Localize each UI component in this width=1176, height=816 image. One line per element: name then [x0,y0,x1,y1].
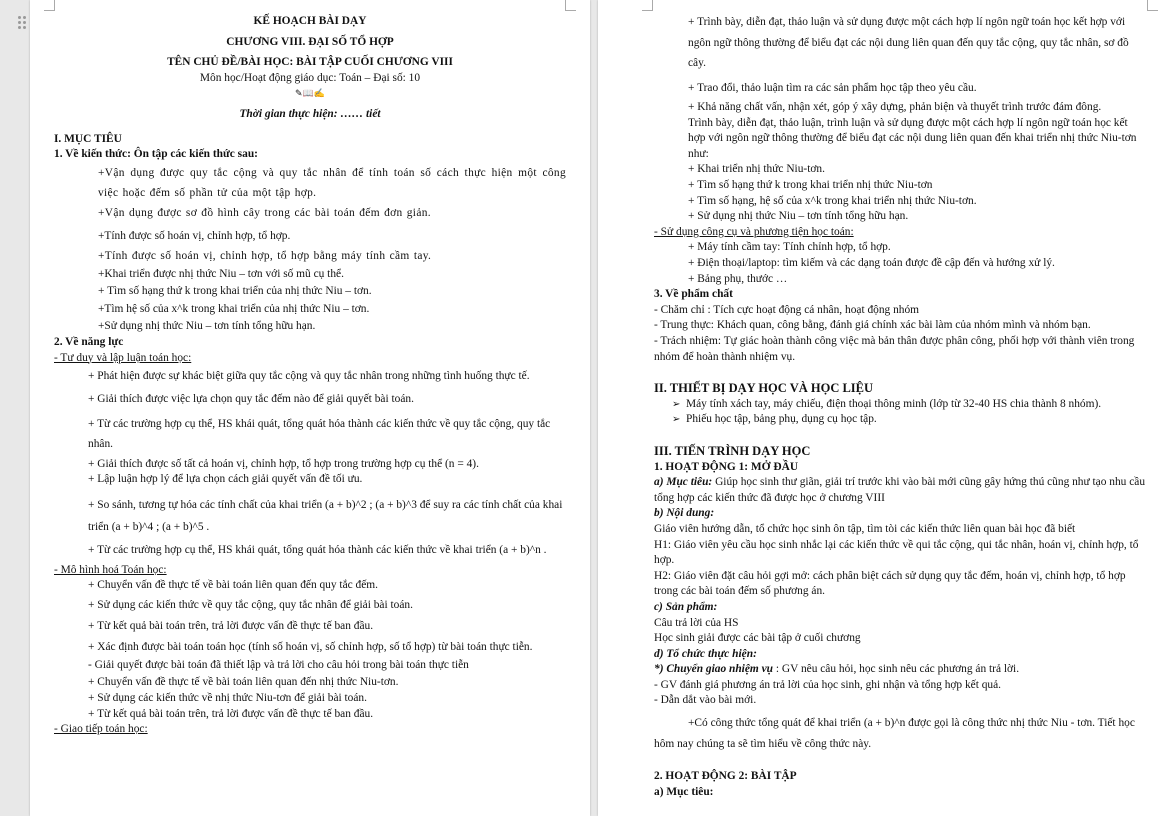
arrow-bullet-icon: ➢ [672,414,681,426]
paragraph: Trình bày, diễn đạt, thảo luận, trình luận và sử dụng được một cách hợp lí ngôn ngữ toán học kết hợp với ngôn ngữ thông thường để biểu đạt các nội dung liên quan đến khai triển nhị thức Niu-tơn như: [688,116,1137,160]
list-item: + Sử dụng nhị thức Niu – tơn tính tổng hữu hạn. [688,210,909,223]
list-item: + Giải thích được việc lựa chọn quy tắc đếm nào để giải quyết bài toán. [88,393,414,406]
list-item: + Từ kết quả bài toán trên, trả lời được vấn đề thực tế ban đầu. [88,707,374,720]
list-item: + Trình bày, diễn đạt, thảo luận và sử dụng được một cách hợp lí ngôn ngữ toán học kết hợp với ngôn ngữ thông thường để biểu đạt các nội dung liên quan đến quy tắc cộng, quy tắc nhân, sơ đồ cây. [688,16,1129,69]
list-item: + Phát hiện được sự khác biệt giữa quy tắc cộng và quy tắc nhân trong những tình huống thực tế. [88,370,530,383]
label: c) Sản phẩm: [654,600,718,613]
list-item: + Lập luận hợp lý để lựa chọn cách giải quyết vấn đề tối ưu. [88,473,363,486]
section-heading: II. THIẾT BỊ DẠY HỌC VÀ HỌC LIỆU [654,381,874,396]
label: *) Chuyển giao nhiệm vụ [654,663,773,676]
list-item: + Khả năng chất vấn, nhận xét, góp ý xây dựng, phản biện và thuyết trình trước đám đông. [688,101,1102,114]
list-item: + Xác định được bài toán toán học (tính số hoán vị, số chỉnh hợp, số tổ hợp) từ bài toán thực tiễn. [88,641,533,654]
list-item: + Từ các trường hợp cụ thể, HS khái quát, tổng quát hóa thành các kiến thức về quy tắc cộng, quy tắc nhân. [88,417,551,450]
paragraph: Câu trả lời của HS [654,616,739,629]
margin-corner-mark [1147,0,1158,11]
label: a) Mục tiêu: [654,785,714,798]
paragraph: - Dẫn dắt vào bài mới. [654,694,757,707]
subsection-heading: 3. Về phẩm chất [654,288,733,301]
list-item: + So sánh, tương tự hóa các tính chất của khai triển (a + b)^2 ; (a + b)^3 để suy ra các tính chất của khai triển (a + b)^4 ; (a + b)^5 . [88,498,563,533]
list-item [654,412,1146,428]
list-item-text: Phiếu học tập, bảng phụ, dụng cụ học tập. [686,413,877,426]
subsection-heading: - Tư duy và lập luận toán học: [54,351,192,364]
paragraph: Giáo viên hướng dẫn, tổ chức học sinh ôn tập, tìm tòi các kiến thức liên quan bài học đã biết [654,522,1076,535]
list-item: - Trách nhiệm: Tự giác hoàn thành công việc mà bản thân được phân công, phối hợp với thành viên trong nhóm để hoàn thành nhiệm vụ. [654,335,1135,363]
doc-title: KẾ HOẠCH BÀI DẠY [253,15,367,27]
list-item [654,397,1146,413]
subsection-heading: - Giao tiếp toán học: [54,723,148,736]
list-item: + Khai triển nhị thức Niu-tơn. [688,163,825,176]
list-item: +Vận dụng được sơ đồ hình cây trong các bài toán đếm đơn giản. [98,206,431,219]
paragraph: Học sinh giải được các bài tập ở cuối chương [654,632,861,645]
paragraph [654,662,1146,678]
section-heading: III. TIẾN TRÌNH DẠY HỌC [654,443,811,458]
list-item: + Máy tính cầm tay: Tính chỉnh hợp, tổ hợp. [688,241,891,254]
list-item-text: Máy tính xách tay, máy chiếu, điện thoại thông minh (lớp từ 32-40 HS chia thành 8 nhóm). [686,397,1102,410]
arrow-bullet-icon: ➢ [672,398,681,410]
list-item: +Tìm hệ số của x^k trong khai triển của nhị thức Niu – tơn. [98,302,370,315]
subject-line: Môn học/Hoạt động giáo dục: Toán – Đại số: 10 [199,71,421,84]
time-line: Thời gian thực hiện: …… tiết [239,107,381,120]
drag-handle-icon[interactable] [18,16,28,30]
list-item: + Bảng phụ, thước … [688,272,788,285]
chapter-title: CHƯƠNG VIII. ĐẠI SỐ TỔ HỢP [226,35,394,48]
subsection-heading: 2. Về năng lực [54,335,124,348]
paragraph: H1: Giáo viên yêu cầu học sinh nhắc lại các kiến thức về qui tắc cộng, qui tắc nhân, hoán vị, chỉnh hợp, tổ hợp. [654,538,1139,567]
list-item: + Giải thích được số tất cả hoán vị, chỉnh hợp, tổ hợp trong trường hợp cụ thể (n = 4). [88,457,479,470]
paragraph: +Có công thức tổng quát để khai triển (a + b)^n được gọi là công thức nhị thức Niu - tơn. Tiết học hôm nay chúng ta sẽ tìm hiểu về công thức này. [654,717,1135,751]
list-item: + Từ các trường hợp cụ thể, HS khái quát, tổng quát hóa thành các kiến thức về khai triển (a + b)^n . [88,543,547,556]
list-item: +Khai triển được nhị thức Niu – tơn với số mũ cụ thể. [98,267,344,280]
list-item: + Điện thoại/laptop: tìm kiếm và các dạng toán được đề cập đến và hướng xử lý. [688,257,1055,270]
list-item: - Trung thực: Khách quan, công bằng, đánh giá chính xác bài làm của nhóm mình và nhóm bạn. [654,319,1091,332]
list-item: + Sử dụng các kiến thức về quy tắc cộng, quy tắc nhân để giải bài toán. [88,599,413,612]
list-item: + Chuyển vấn đề thực tế về bài toán liên quan đến quy tắc đếm. [88,579,378,592]
list-item: - Giải quyết được bài toán đã thiết lập và trả lời cho câu hỏi trong bài toán thực tiễn [88,658,469,671]
list-item: +Tính được số hoán vị, chỉnh hợp, tổ hợp bằng máy tính cầm tay. [98,249,432,262]
subsection-heading: - Mô hình hoá Toán học: [54,563,167,576]
paragraph-text: Giúp học sinh thư giãn, giải trí trước khi vào bài mới cũng gây hứng thú cũng như tạo nhu cầu tổng hợp các kiến thức đã được học ở chương VIII [654,476,1146,504]
subsection-heading: 2. HOẠT ĐỘNG 2: BÀI TẬP [654,770,797,783]
subsection-heading: 1. Về kiến thức: Ôn tập các kiến thức sau: [54,148,258,161]
subsection-heading: - Sử dụng công cụ và phương tiện học toán: [654,225,854,238]
list-item: + Trao đổi, thảo luận tìm ra các sản phẩm học tập theo yêu cầu. [688,81,977,94]
subsection-heading: 1. HOẠT ĐỘNG 1: MỞ ĐẦU [654,460,799,473]
list-item: + Chuyển vấn đề thực tế về bài toán liên quan đến nhị thức Niu-tơn. [88,676,399,689]
paragraph: H2: Giáo viên đặt câu hỏi gợi mở: cách phân biệt cách sử dụng quy tắc đếm, hoán vị, chỉnh hợp, tổ hợp trong các bài toán đếm số phương án. [654,569,1126,598]
paragraph-text: : GV nêu câu hỏi, học sinh nêu các phương án trả lời. [772,663,1020,676]
margin-corner-mark [642,0,653,11]
label: d) Tổ chức thực hiện: [654,647,757,660]
ornament-icon: ✎📖✍ [295,88,325,99]
paragraph: - GV đánh giá phương án trả lời của học sinh, ghi nhận và tổng hợp kết quả. [654,678,1002,691]
document-page-right [598,0,1176,816]
section-heading: I. MỤC TIÊU [54,132,122,145]
list-item: +Sử dụng nhị thức Niu – tơn tính tổng hữu hạn. [98,320,316,333]
list-item: +Vận dụng được quy tắc cộng và quy tắc nhân để tính toán số cách thực hiện một công việc hoặc đếm số phần tử của một tập hợp. [98,166,566,199]
label: a) Mục tiêu: [654,476,713,489]
margin-corner-mark [565,0,576,11]
document-page-left [30,0,590,816]
list-item: + Tìm số hạng, hệ số của x^k trong khai triển nhị thức Niu-tơn. [688,194,977,207]
list-item: + Từ kết quả bài toán trên, trả lời được vấn đề thực tế ban đầu. [88,619,374,632]
list-item: +Tính được số hoán vị, chỉnh hợp, tổ hợp. [98,230,291,243]
lesson-title: TÊN CHỦ ĐỀ/BÀI HỌC: BÀI TẬP CUỐI CHƯƠNG VIII [167,56,453,69]
list-item: + Sử dụng các kiến thức về nhị thức Niu-tơn để giải bài toán. [88,692,367,705]
list-item: - Chăm chỉ : Tích cực hoạt động cá nhân, hoạt động nhóm [654,303,920,316]
list-item: + Tìm số hạng thứ k trong khai triển nhị thức Niu-tơn [688,179,933,192]
paragraph [654,475,1146,506]
label: b) Nội dung: [654,507,715,520]
list-item: + Tìm số hạng thứ k trong khai triển của nhị thức Niu – tơn. [98,285,372,298]
